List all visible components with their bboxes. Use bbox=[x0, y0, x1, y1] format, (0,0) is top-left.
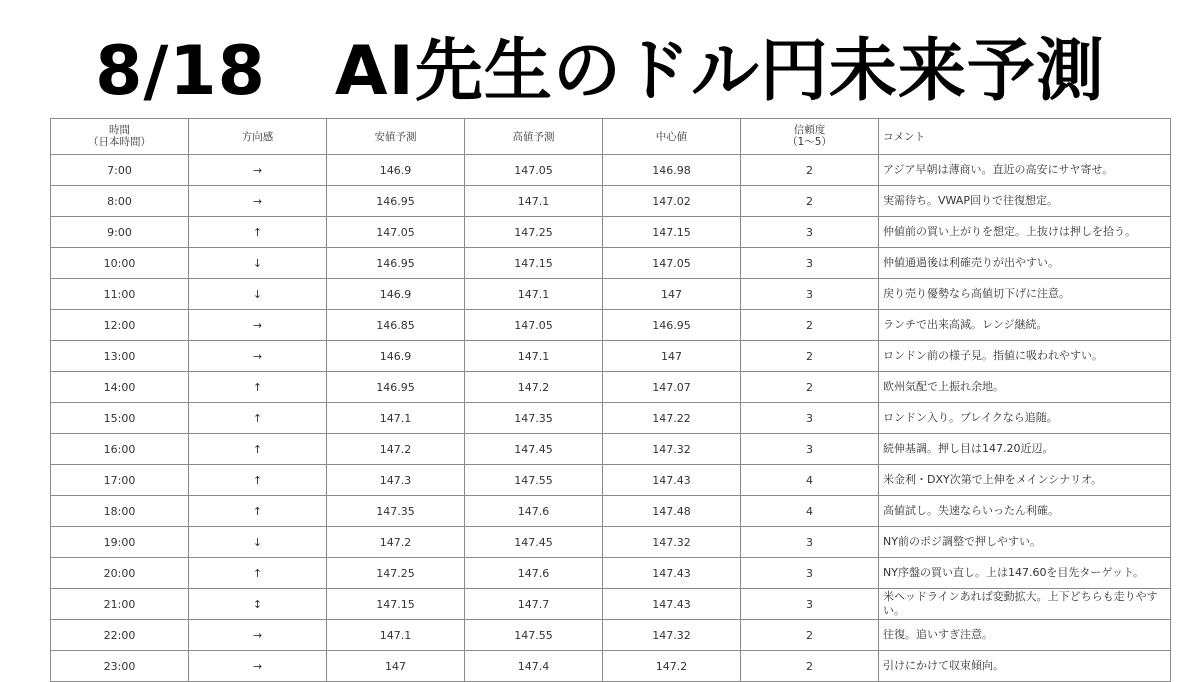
header-high: 高値予測 bbox=[465, 119, 603, 155]
cell-confidence: 3 bbox=[741, 217, 879, 248]
cell-comment bbox=[879, 434, 1171, 465]
table-row bbox=[51, 155, 1171, 186]
comment-text: 続伸基調。押し目は147.20近辺。 bbox=[883, 442, 1054, 455]
header-confidence-label: 信頼度 bbox=[793, 124, 826, 136]
table-row bbox=[51, 651, 1171, 682]
cell-confidence: 3 bbox=[741, 558, 879, 589]
page-title: 8/18 AI先生のドル円未来予測 bbox=[95, 32, 1105, 111]
cell-comment bbox=[879, 558, 1171, 589]
cell-direction: ↑ bbox=[189, 465, 327, 496]
cell-high: 147.4 bbox=[465, 651, 603, 682]
cell-time: 13:00 bbox=[51, 341, 189, 372]
cell-confidence: 3 bbox=[741, 589, 879, 620]
cell-center: 147.22 bbox=[603, 403, 741, 434]
cell-time: 8:00 bbox=[51, 186, 189, 217]
cell-low: 147.25 bbox=[327, 558, 465, 589]
cell-high: 147.35 bbox=[465, 403, 603, 434]
header-center: 中心値 bbox=[603, 119, 741, 155]
comment-text: 高値試し。失速ならいったん利確。 bbox=[883, 504, 1059, 517]
cell-center: 147.2 bbox=[603, 651, 741, 682]
cell-comment bbox=[879, 372, 1171, 403]
header-low: 安値予測 bbox=[327, 119, 465, 155]
cell-center: 147 bbox=[603, 279, 741, 310]
comment-text: NY前のポジ調整で押しやすい。 bbox=[883, 535, 1041, 548]
cell-confidence: 2 bbox=[741, 651, 879, 682]
table-row bbox=[51, 465, 1171, 496]
cell-center: 147.32 bbox=[603, 620, 741, 651]
table-row bbox=[51, 403, 1171, 434]
cell-comment bbox=[879, 527, 1171, 558]
header-time-label: 時間 bbox=[109, 124, 130, 136]
cell-time: 10:00 bbox=[51, 248, 189, 279]
table-row bbox=[51, 434, 1171, 465]
cell-high: 147.45 bbox=[465, 434, 603, 465]
cell-time: 12:00 bbox=[51, 310, 189, 341]
cell-high: 147.7 bbox=[465, 589, 603, 620]
cell-low: 147.3 bbox=[327, 465, 465, 496]
cell-center: 147.43 bbox=[603, 465, 741, 496]
cell-comment bbox=[879, 496, 1171, 527]
cell-time: 22:00 bbox=[51, 620, 189, 651]
cell-direction: ↑ bbox=[189, 403, 327, 434]
cell-center: 147.48 bbox=[603, 496, 741, 527]
cell-direction: → bbox=[189, 310, 327, 341]
cell-direction: ↓ bbox=[189, 527, 327, 558]
comment-text: NY序盤の買い直し。上は147.60を目先ターゲット。 bbox=[883, 566, 1145, 579]
cell-low: 147.2 bbox=[327, 434, 465, 465]
cell-time: 9:00 bbox=[51, 217, 189, 248]
table-body bbox=[51, 155, 1171, 682]
cell-time: 15:00 bbox=[51, 403, 189, 434]
cell-high: 147.55 bbox=[465, 465, 603, 496]
cell-time: 16:00 bbox=[51, 434, 189, 465]
cell-confidence: 3 bbox=[741, 403, 879, 434]
cell-direction: → bbox=[189, 155, 327, 186]
header-confidence-sub: （1〜5） bbox=[787, 136, 832, 148]
table-row bbox=[51, 341, 1171, 372]
cell-center: 147.02 bbox=[603, 186, 741, 217]
cell-center: 147 bbox=[603, 341, 741, 372]
header-time bbox=[51, 119, 189, 155]
table-row bbox=[51, 310, 1171, 341]
cell-low: 146.9 bbox=[327, 155, 465, 186]
cell-low: 147.15 bbox=[327, 589, 465, 620]
cell-direction: → bbox=[189, 186, 327, 217]
cell-high: 147.1 bbox=[465, 341, 603, 372]
cell-time: 20:00 bbox=[51, 558, 189, 589]
header-comment: コメント bbox=[879, 119, 1171, 155]
cell-center: 146.95 bbox=[603, 310, 741, 341]
cell-center: 147.43 bbox=[603, 589, 741, 620]
cell-comment bbox=[879, 186, 1171, 217]
cell-time: 23:00 bbox=[51, 651, 189, 682]
cell-high: 147.2 bbox=[465, 372, 603, 403]
table-row bbox=[51, 279, 1171, 310]
cell-confidence: 2 bbox=[741, 155, 879, 186]
cell-comment bbox=[879, 589, 1171, 620]
comment-text: ロンドン前の様子見。指値に吸われやすい。 bbox=[883, 349, 1103, 362]
comment-text: 欧州気配で上振れ余地。 bbox=[883, 380, 1004, 393]
comment-text: 米ヘッドラインあれば変動拡大。上下どちらも走りやすい。 bbox=[883, 590, 1158, 617]
table-row bbox=[51, 558, 1171, 589]
cell-comment bbox=[879, 341, 1171, 372]
forecast-table bbox=[50, 118, 1171, 682]
comment-text: 往復。追いすぎ注意。 bbox=[883, 628, 993, 641]
comment-text: 米金利・DXY次第で上伸をメインシナリオ。 bbox=[883, 473, 1103, 486]
table-row bbox=[51, 496, 1171, 527]
cell-confidence: 3 bbox=[741, 279, 879, 310]
cell-comment bbox=[879, 155, 1171, 186]
comment-text: 仲値前の買い上がりを想定。上抜けは押しを拾う。 bbox=[883, 225, 1136, 238]
cell-direction: ↓ bbox=[189, 248, 327, 279]
cell-direction: → bbox=[189, 651, 327, 682]
cell-confidence: 3 bbox=[741, 248, 879, 279]
cell-low: 146.95 bbox=[327, 372, 465, 403]
table-row bbox=[51, 248, 1171, 279]
cell-center: 147.05 bbox=[603, 248, 741, 279]
cell-high: 147.1 bbox=[465, 186, 603, 217]
cell-confidence: 2 bbox=[741, 310, 879, 341]
cell-low: 147 bbox=[327, 651, 465, 682]
cell-direction: ↑ bbox=[189, 558, 327, 589]
cell-low: 146.9 bbox=[327, 341, 465, 372]
table-row bbox=[51, 186, 1171, 217]
cell-high: 147.1 bbox=[465, 279, 603, 310]
cell-confidence: 2 bbox=[741, 186, 879, 217]
cell-direction: → bbox=[189, 341, 327, 372]
cell-comment bbox=[879, 217, 1171, 248]
cell-high: 147.6 bbox=[465, 558, 603, 589]
table-row bbox=[51, 217, 1171, 248]
comment-text: 引けにかけて収束傾向。 bbox=[883, 659, 1004, 672]
cell-confidence: 4 bbox=[741, 465, 879, 496]
header-confidence bbox=[741, 119, 879, 155]
cell-comment bbox=[879, 279, 1171, 310]
cell-confidence: 4 bbox=[741, 496, 879, 527]
cell-confidence: 2 bbox=[741, 620, 879, 651]
cell-confidence: 2 bbox=[741, 341, 879, 372]
cell-direction: ↓ bbox=[189, 279, 327, 310]
cell-high: 147.6 bbox=[465, 496, 603, 527]
cell-direction: ↑ bbox=[189, 217, 327, 248]
cell-confidence: 3 bbox=[741, 434, 879, 465]
cell-center: 147.43 bbox=[603, 558, 741, 589]
cell-high: 147.05 bbox=[465, 310, 603, 341]
cell-high: 147.05 bbox=[465, 155, 603, 186]
cell-low: 146.9 bbox=[327, 279, 465, 310]
cell-high: 147.55 bbox=[465, 620, 603, 651]
cell-low: 147.35 bbox=[327, 496, 465, 527]
cell-center: 147.32 bbox=[603, 434, 741, 465]
cell-low: 147.05 bbox=[327, 217, 465, 248]
cell-time: 14:00 bbox=[51, 372, 189, 403]
cell-confidence: 3 bbox=[741, 527, 879, 558]
comment-text: 実需待ち。VWAP回りで往復想定。 bbox=[883, 194, 1058, 207]
table-row bbox=[51, 527, 1171, 558]
cell-time: 21:00 bbox=[51, 589, 189, 620]
cell-center: 146.98 bbox=[603, 155, 741, 186]
cell-low: 146.95 bbox=[327, 186, 465, 217]
comment-text: 戻り売り優勢なら高値切下げに注意。 bbox=[883, 287, 1070, 300]
cell-comment bbox=[879, 651, 1171, 682]
comment-text: 仲値通過後は利確売りが出やすい。 bbox=[883, 256, 1059, 269]
table-row bbox=[51, 372, 1171, 403]
header-time-sub: （日本時間） bbox=[88, 136, 151, 148]
cell-high: 147.45 bbox=[465, 527, 603, 558]
comment-text: ロンドン入り。ブレイクなら追随。 bbox=[883, 411, 1058, 424]
cell-comment bbox=[879, 310, 1171, 341]
cell-time: 17:00 bbox=[51, 465, 189, 496]
cell-time: 18:00 bbox=[51, 496, 189, 527]
cell-low: 147.2 bbox=[327, 527, 465, 558]
cell-low: 146.85 bbox=[327, 310, 465, 341]
cell-time: 11:00 bbox=[51, 279, 189, 310]
table-row bbox=[51, 620, 1171, 651]
cell-low: 147.1 bbox=[327, 620, 465, 651]
table-header-row bbox=[51, 119, 1171, 155]
cell-direction: ↑ bbox=[189, 434, 327, 465]
cell-direction: ↕ bbox=[189, 589, 327, 620]
comment-text: アジア早朝は薄商い。直近の高安にサヤ寄せ。 bbox=[883, 163, 1114, 176]
cell-center: 147.15 bbox=[603, 217, 741, 248]
cell-center: 147.32 bbox=[603, 527, 741, 558]
table-row bbox=[51, 589, 1171, 620]
cell-direction: ↑ bbox=[189, 372, 327, 403]
cell-comment bbox=[879, 248, 1171, 279]
cell-time: 7:00 bbox=[51, 155, 189, 186]
cell-center: 147.07 bbox=[603, 372, 741, 403]
cell-direction: → bbox=[189, 620, 327, 651]
cell-high: 147.25 bbox=[465, 217, 603, 248]
cell-high: 147.15 bbox=[465, 248, 603, 279]
cell-comment bbox=[879, 403, 1171, 434]
cell-comment bbox=[879, 620, 1171, 651]
header-direction: 方向感 bbox=[189, 119, 327, 155]
cell-time: 19:00 bbox=[51, 527, 189, 558]
comment-text: ランチで出来高減。レンジ継続。 bbox=[883, 318, 1048, 331]
cell-direction: ↑ bbox=[189, 496, 327, 527]
cell-confidence: 2 bbox=[741, 372, 879, 403]
cell-comment bbox=[879, 465, 1171, 496]
cell-low: 147.1 bbox=[327, 403, 465, 434]
cell-low: 146.95 bbox=[327, 248, 465, 279]
forecast-table-wrapper bbox=[50, 118, 1170, 682]
